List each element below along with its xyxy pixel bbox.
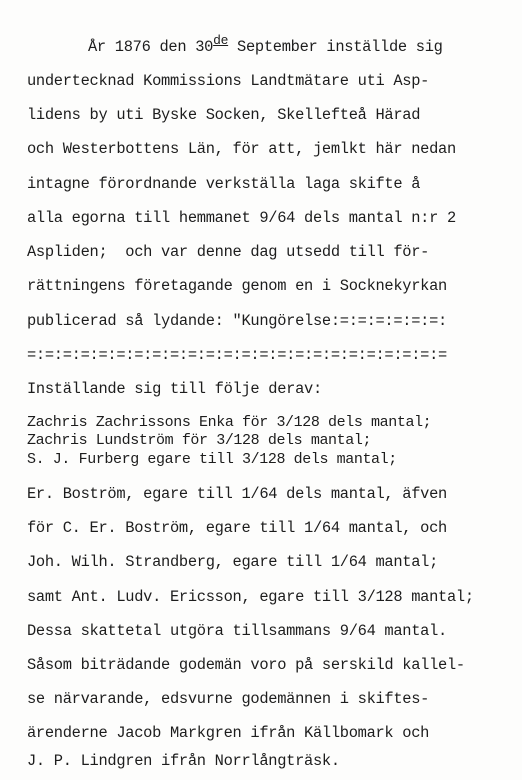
text-line-1 bbox=[88, 33, 443, 57]
text-line-2: undertecknad Kommissions Landtmätare uti Asp- bbox=[27, 72, 430, 90]
text-line-5: intagne förordnande verkställa laga skifte å bbox=[27, 175, 421, 193]
owner-line-5: för C. Er. Boström, egare till 1/64 mantal, och bbox=[27, 519, 447, 537]
text-line-21: se närvarande, edsvurne godemännen i skiftes- bbox=[27, 690, 430, 708]
separator-line: =:=:=:=:=:=:=:=:=:=:=:=:=:=:=:=:=:=:=:=:=:=:=:= bbox=[27, 346, 447, 364]
text-line-11: Inställande sig till följe derav: bbox=[27, 380, 322, 398]
text-line-20: Såsom biträdande godemän voro på serskild kallel- bbox=[27, 656, 465, 674]
text-line-9: publicerad så lydande: "Kungörelse:=:=:=:=:=:=: bbox=[27, 312, 447, 330]
text-line-4: och Westerbottens Län, för att, jemlkt här nedan bbox=[27, 140, 456, 158]
text-line-23: J. P. Lindgren ifrån Norrlångträsk. bbox=[27, 752, 340, 770]
text-line-22: ärenderne Jacob Markgren ifrån Källbomark och bbox=[27, 724, 430, 742]
owner-line-4: Er. Boström, egare till 1/64 dels mantal, äfven bbox=[27, 485, 447, 503]
superscript-de: de bbox=[213, 33, 229, 48]
text-line-6: alla egorna till hemmanet 9/64 dels mantal n:r 2 bbox=[27, 209, 456, 227]
text-line-19: Dessa skattetal utgöra tillsammans 9/64 mantal. bbox=[27, 622, 447, 640]
owner-line-1: Zachris Zachrissons Enka för 3/128 dels mantal; bbox=[27, 414, 432, 431]
text-line-3: lidens by uti Byske Socken, Skellefteå Härad bbox=[27, 106, 421, 124]
owner-line-7: samt Ant. Ludv. Ericsson, egare till 3/128 mantal; bbox=[27, 588, 474, 606]
owner-line-2: Zachris Lundström för 3/128 dels mantal; bbox=[27, 432, 372, 449]
text-line-8: rättningens företagande genom en i Socknekyrkan bbox=[27, 277, 447, 295]
line-1-start: År 1876 den 30 bbox=[88, 38, 214, 56]
text-line-7: Aspliden; och var denne dag utsedd till för- bbox=[27, 243, 430, 261]
line-1-end: September inställde sig bbox=[228, 38, 443, 56]
owner-line-3: S. J. Furberg egare till 3/128 dels mantal; bbox=[27, 451, 397, 468]
owner-line-6: Joh. Wilh. Strandberg, egare till 1/64 mantal; bbox=[27, 553, 439, 571]
